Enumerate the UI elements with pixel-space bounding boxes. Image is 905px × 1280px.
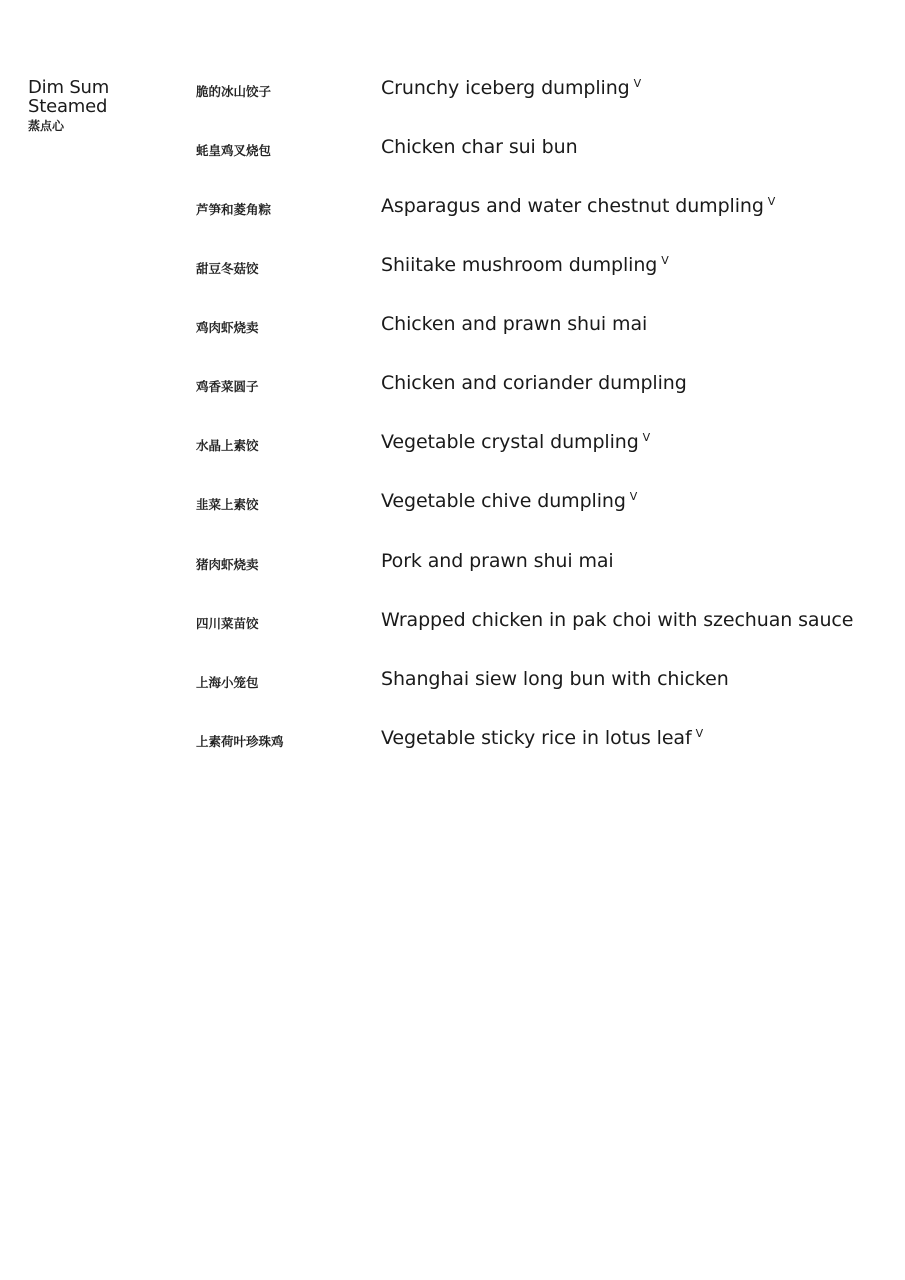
vegetarian-mark: V [695, 726, 704, 740]
menu-item-name: Vegetable crystal dumpling [381, 431, 639, 453]
menu-item-cn: 上海小笼包 [196, 675, 259, 690]
menu-item-en [381, 726, 703, 750]
menu-item-en [381, 312, 651, 336]
menu-item-en [381, 549, 618, 573]
menu-item [0, 76, 905, 106]
menu-item-name: Chicken and prawn shui mai [381, 313, 648, 335]
menu-item-name: Asparagus and water chestnut dumpling [381, 195, 764, 217]
menu-item [0, 549, 905, 579]
menu-item-cn: 四川菜苗饺 [196, 616, 259, 631]
menu-item-name: Shanghai siew long bun with chicken [381, 668, 729, 690]
menu-item [0, 726, 905, 756]
menu-item-cn: 芦笋和菱角粽 [196, 202, 272, 217]
menu-item-name: Vegetable sticky rice in lotus leaf [381, 727, 692, 749]
menu-item-en [381, 608, 857, 632]
menu-item-en [381, 253, 669, 277]
menu-item [0, 371, 905, 401]
menu-item-cn: 猪肉虾烧卖 [196, 557, 259, 572]
menu-item-cn: 蚝皇鸡叉烧包 [196, 143, 272, 158]
menu-item-en [381, 430, 650, 454]
menu-item [0, 135, 905, 165]
menu-item-cn: 水晶上素饺 [196, 438, 259, 453]
vegetarian-mark: V [633, 76, 642, 90]
menu-item [0, 253, 905, 283]
section-title-line2: Steamed [28, 96, 108, 117]
menu-item-cn: 甜豆冬菇饺 [196, 261, 259, 276]
menu-item [0, 430, 905, 460]
menu-item [0, 489, 905, 519]
menu-item-cn: 上素荷叶珍珠鸡 [196, 734, 284, 749]
menu-item-name: Vegetable chive dumpling [381, 490, 626, 512]
vegetarian-mark: V [661, 253, 669, 267]
menu-item-cn: 脆的冰山饺子 [196, 84, 272, 99]
vegetarian-mark: V [767, 194, 776, 208]
vegetarian-mark: V [629, 489, 638, 503]
vegetarian-mark: V [642, 430, 651, 444]
menu-item-en [381, 371, 691, 395]
section-title-line1: Dim Sum [28, 77, 110, 98]
menu-item-en [381, 194, 775, 218]
menu-item [0, 667, 905, 697]
menu-item-en [381, 135, 582, 159]
menu-item-cn: 鸡肉虾烧卖 [196, 320, 259, 335]
section-title-cn: 蒸点心 [28, 119, 65, 133]
menu-item-cn: 鸡香菜圆子 [196, 379, 259, 394]
menu-item [0, 194, 905, 224]
menu-item-name: Wrapped chicken in pak choi with szechuan sauce [381, 609, 854, 631]
menu-item-en [381, 76, 641, 100]
menu-item-cn: 韭菜上素饺 [196, 497, 259, 512]
menu-item-name: Shiitake mushroom dumpling [381, 254, 658, 276]
menu-item [0, 312, 905, 342]
menu-item [0, 608, 905, 638]
menu-item-en [381, 489, 637, 513]
menu-item-name: Pork and prawn shui mai [381, 550, 614, 572]
menu-item-name: Chicken and coriander dumpling [381, 372, 687, 394]
menu-item-name: Crunchy iceberg dumpling [381, 77, 630, 99]
menu-item-name: Chicken char sui bun [381, 136, 578, 158]
menu-item-en [381, 667, 733, 691]
